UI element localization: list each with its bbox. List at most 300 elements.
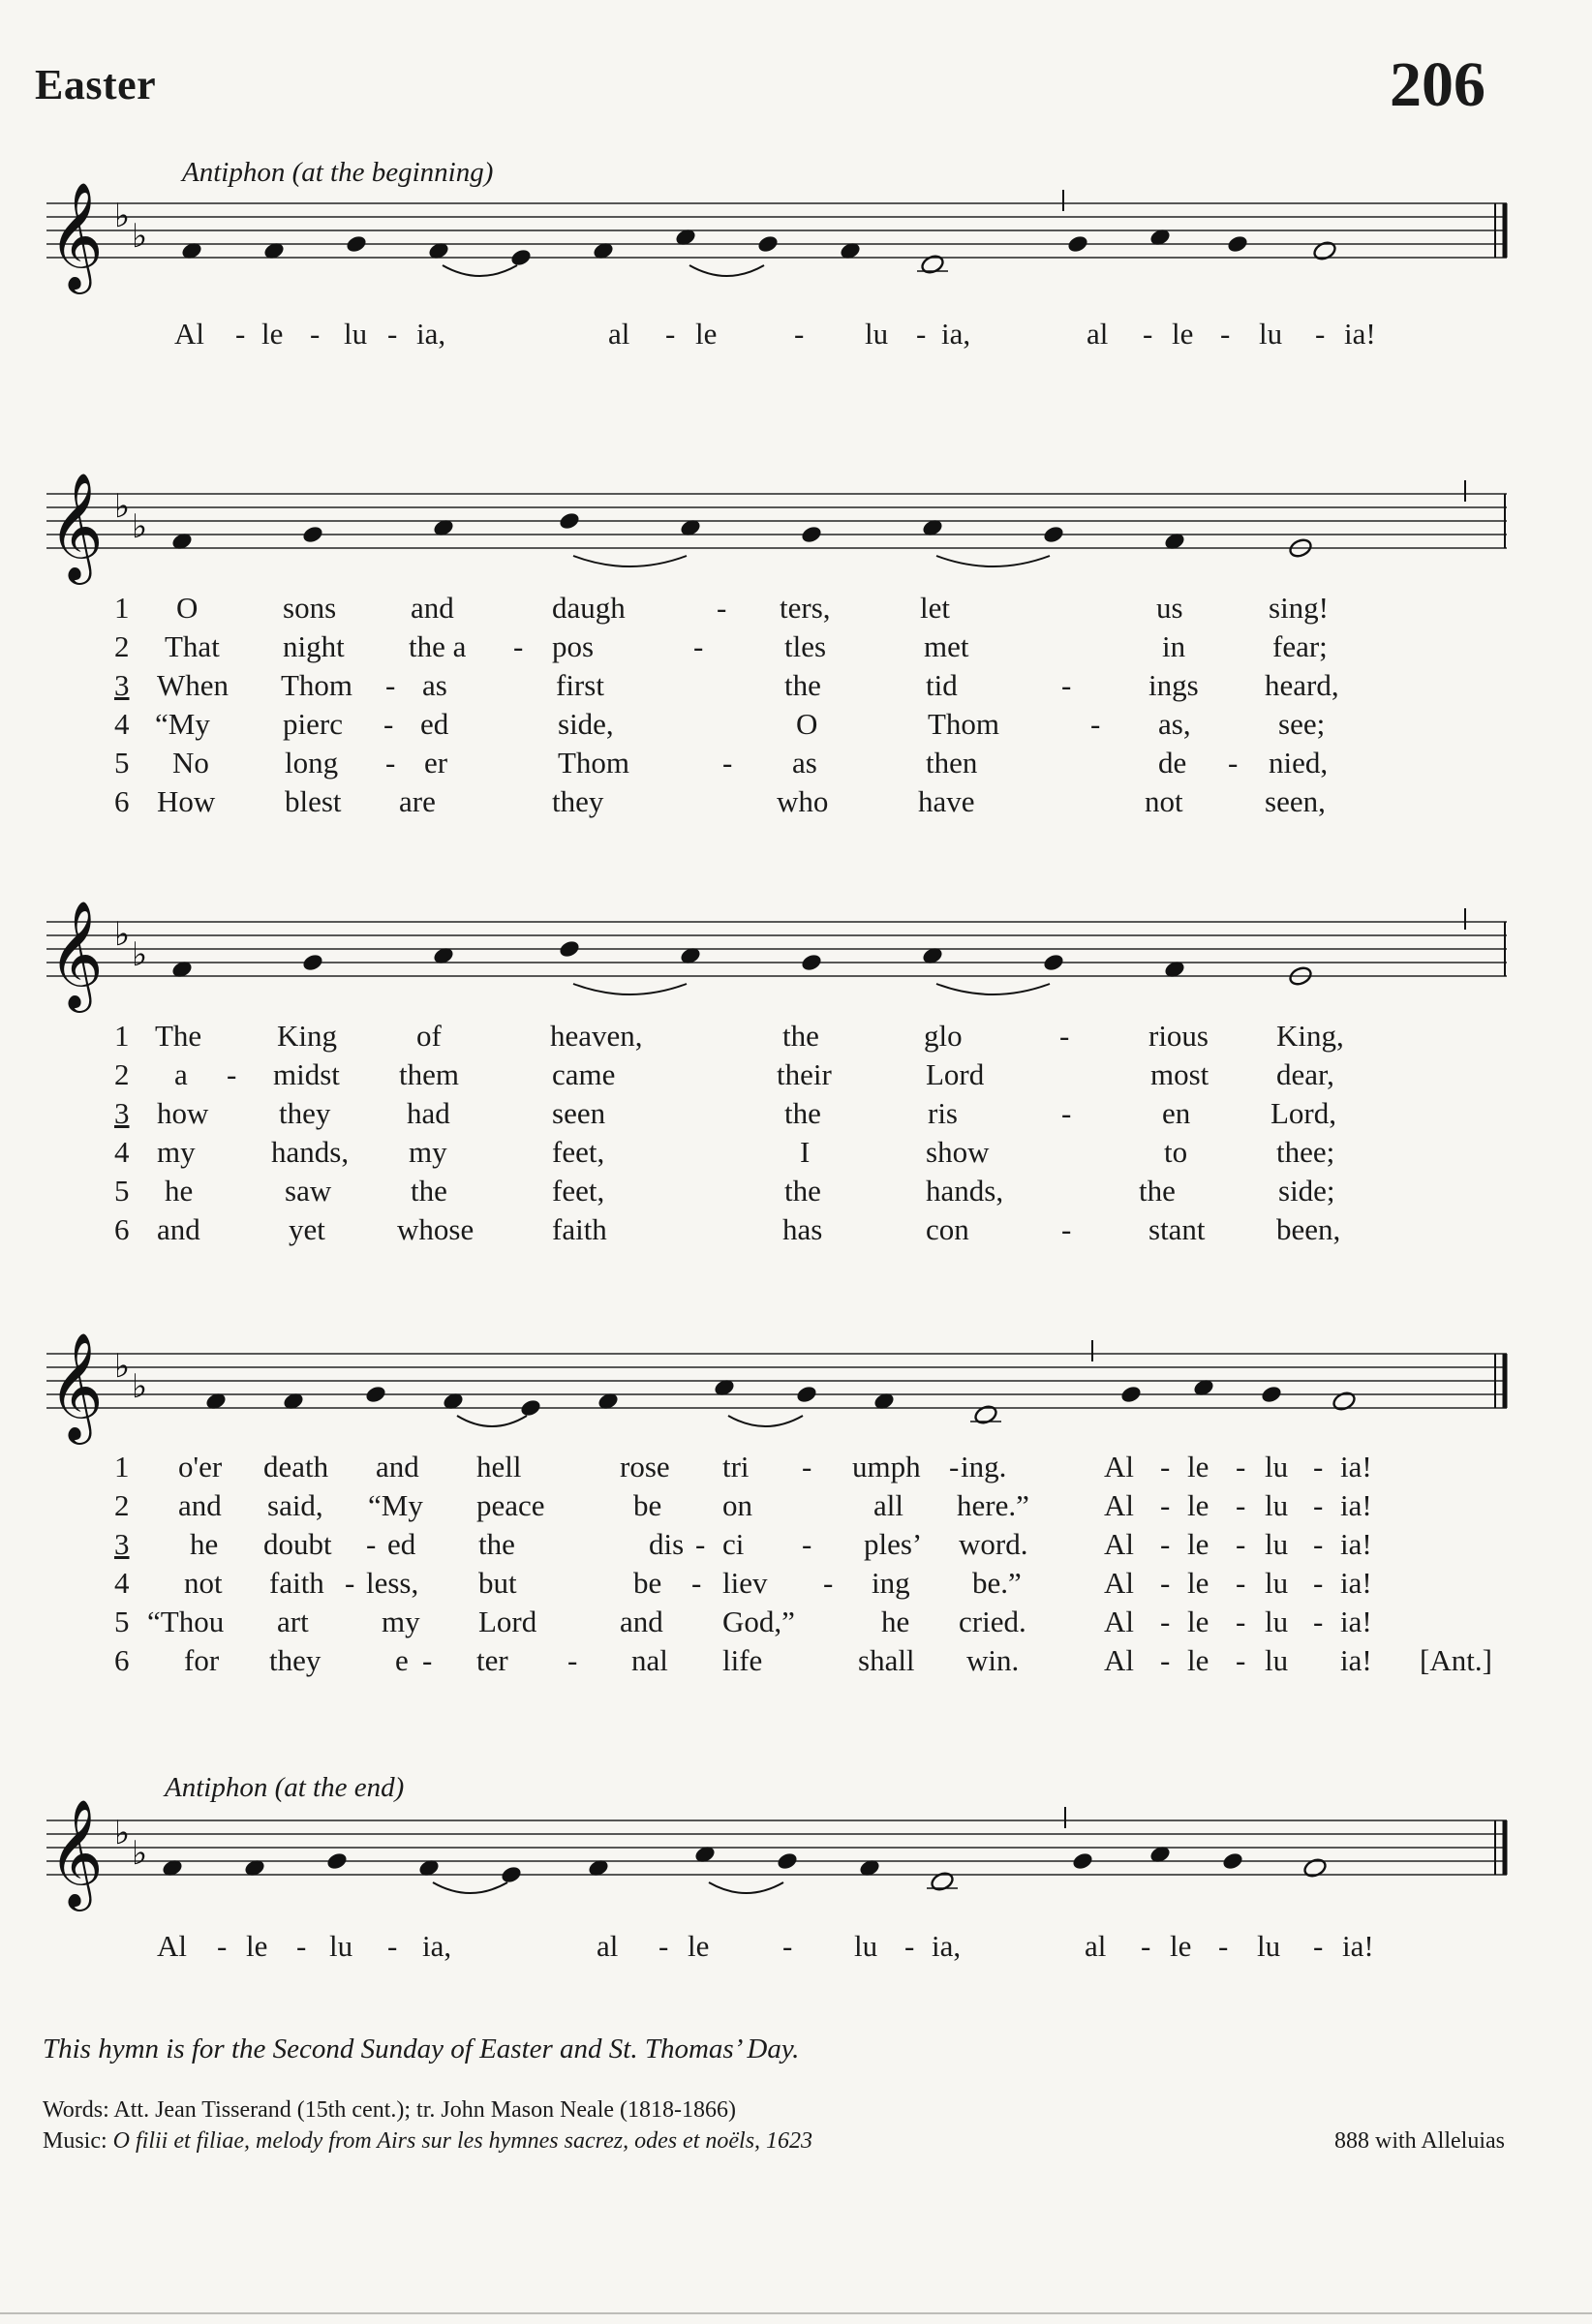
syllable: ia! xyxy=(1340,1450,1372,1483)
slur xyxy=(573,556,687,566)
verse-line xyxy=(0,629,1592,668)
treble-clef-icon: 𝄞 xyxy=(48,900,104,1008)
syllable: - xyxy=(1313,1488,1324,1522)
note-head xyxy=(1042,952,1065,972)
syllable: - xyxy=(1236,1527,1246,1561)
syllable: e xyxy=(395,1643,409,1677)
note-head xyxy=(301,952,324,972)
note-head xyxy=(800,524,823,544)
syllable: are xyxy=(399,784,436,818)
syllable: daugh xyxy=(552,591,626,625)
verse-line xyxy=(0,1019,1592,1057)
syllable: lu xyxy=(1259,317,1283,351)
flat-icon: ♭ xyxy=(114,487,131,526)
syllable: shall xyxy=(858,1643,915,1677)
verse-number: 1 xyxy=(114,591,130,625)
syllable: O xyxy=(796,707,818,741)
verse-number: 3 xyxy=(114,1096,130,1130)
syllable: faith xyxy=(269,1566,324,1600)
syllable: - xyxy=(345,1566,355,1600)
syllable: stant xyxy=(1148,1212,1206,1246)
syllable: Al xyxy=(157,1929,187,1963)
syllable: lu xyxy=(1265,1450,1289,1483)
syllable: they xyxy=(279,1096,331,1130)
note-head xyxy=(364,1384,387,1404)
syllable: God,” xyxy=(722,1605,795,1638)
syllable: I xyxy=(800,1135,811,1169)
syllable: pos xyxy=(552,629,595,663)
syllable: lu xyxy=(1265,1488,1289,1522)
syllable: my xyxy=(382,1605,420,1638)
syllable: de xyxy=(1158,746,1187,780)
verse-line xyxy=(0,1527,1592,1566)
syllable: - xyxy=(665,317,676,351)
verse-line xyxy=(0,1643,1592,1682)
verse-number: 1 xyxy=(114,1019,130,1053)
syllable: of xyxy=(416,1019,442,1053)
syllable: - xyxy=(802,1527,812,1561)
half-note xyxy=(973,1404,998,1426)
syllable: lu xyxy=(1265,1605,1289,1638)
verse-line xyxy=(0,1566,1592,1605)
syllable: - xyxy=(296,1929,307,1963)
syllable: us xyxy=(1156,591,1183,625)
section-title: Easter xyxy=(35,61,157,108)
syllable: who xyxy=(777,784,829,818)
verse-number: 2 xyxy=(114,1057,130,1091)
half-note xyxy=(1312,240,1337,262)
syllable: lu xyxy=(1265,1566,1289,1600)
syllable: le xyxy=(1187,1488,1209,1522)
syllable: Lord, xyxy=(1271,1096,1337,1130)
syllable: - xyxy=(904,1929,915,1963)
syllable: yet xyxy=(289,1212,325,1246)
note-head xyxy=(345,233,368,254)
syllable: - xyxy=(1160,1527,1171,1561)
syllable: and xyxy=(620,1605,663,1638)
syllable: ters, xyxy=(780,591,831,625)
verse-line xyxy=(0,1135,1592,1174)
verse-number: 6 xyxy=(114,1212,130,1246)
syllable: “Thou xyxy=(147,1605,225,1638)
syllable: Thom xyxy=(281,668,353,702)
staff-system-1 xyxy=(46,465,1518,600)
syllable: ed xyxy=(387,1527,416,1561)
syllable: tid xyxy=(926,668,958,702)
syllable: saw xyxy=(285,1174,332,1208)
syllable: le xyxy=(688,1929,710,1963)
syllable: lu xyxy=(1257,1929,1281,1963)
syllable: When xyxy=(157,668,230,702)
syllable: they xyxy=(552,784,604,818)
note-head xyxy=(500,1864,523,1884)
syllable: tles xyxy=(784,629,827,663)
slur xyxy=(433,1882,507,1893)
syllable: - xyxy=(1236,1605,1246,1638)
syllable: rose xyxy=(620,1450,670,1483)
syllable: ia! xyxy=(1340,1527,1372,1561)
syllable: feet, xyxy=(552,1174,605,1208)
note-head xyxy=(1221,1850,1244,1871)
syllable: - xyxy=(1090,707,1101,741)
slur xyxy=(936,984,1050,994)
syllable: al xyxy=(597,1929,619,1963)
syllable: for xyxy=(184,1643,220,1677)
slur xyxy=(689,265,764,276)
verse-number: 3 xyxy=(114,1527,130,1561)
syllable: al xyxy=(1087,317,1109,351)
syllable: - xyxy=(227,1057,237,1091)
syllable: That xyxy=(165,629,220,663)
syllable: The xyxy=(155,1019,202,1053)
syllable: sons xyxy=(283,591,337,625)
verse-line xyxy=(0,1174,1592,1212)
syllable: show xyxy=(926,1135,990,1169)
syllable: life xyxy=(722,1643,763,1677)
syllable: lu xyxy=(1265,1643,1289,1677)
syllable: - xyxy=(217,1929,228,1963)
syllable: le xyxy=(1187,1527,1209,1561)
note-head xyxy=(1226,233,1249,254)
syllable: peace xyxy=(476,1488,545,1522)
syllable: and xyxy=(376,1450,419,1483)
syllable: - xyxy=(794,317,805,351)
syllable: lu xyxy=(329,1929,353,1963)
syllable: as, xyxy=(1158,707,1191,741)
antiphon-begin-lyrics xyxy=(0,317,1592,355)
syllable: - xyxy=(1313,1450,1324,1483)
syllable: “My xyxy=(155,707,210,741)
syllable: le xyxy=(695,317,718,351)
syllable: ia, xyxy=(422,1929,452,1963)
syllable: - xyxy=(1061,1096,1072,1130)
syllable: - xyxy=(567,1643,578,1677)
syllable: in xyxy=(1162,629,1186,663)
antiphon-begin-label: Antiphon (at the beginning) xyxy=(182,157,494,188)
syllable: - xyxy=(1059,1019,1070,1053)
syllable: - xyxy=(235,317,246,351)
syllable: - xyxy=(802,1450,812,1483)
usage-note: This hymn is for the Second Sunday of Easter and St. Thomas’ Day. xyxy=(43,2034,800,2064)
syllable: en xyxy=(1162,1096,1191,1130)
syllable: and xyxy=(178,1488,222,1522)
words-label: Words: xyxy=(43,2097,109,2123)
syllable: the xyxy=(784,1174,821,1208)
flat-icon: ♭ xyxy=(114,915,131,954)
syllable: side; xyxy=(1278,1174,1335,1208)
syllable: Lord xyxy=(926,1057,985,1091)
syllable: - xyxy=(1236,1450,1246,1483)
staff-svg xyxy=(46,465,1518,591)
half-note xyxy=(1332,1391,1357,1413)
syllable: ia! xyxy=(1340,1643,1372,1677)
syllable: cried. xyxy=(959,1605,1026,1638)
syllable: ia, xyxy=(416,317,446,351)
verse-line xyxy=(0,1450,1592,1488)
half-note xyxy=(1302,1857,1328,1880)
verse-line xyxy=(0,591,1592,629)
half-note xyxy=(920,254,945,276)
verse-number: 1 xyxy=(114,1450,130,1483)
syllable: - xyxy=(1236,1488,1246,1522)
syllable: nied, xyxy=(1269,746,1329,780)
staff-antiphon-end xyxy=(46,1791,1518,1927)
syllable: he xyxy=(165,1174,194,1208)
syllable: Al xyxy=(174,317,204,351)
slur xyxy=(728,1416,803,1426)
syllable: ing xyxy=(872,1566,910,1600)
antiphon-end-lyrics xyxy=(0,1929,1592,1968)
verse-line xyxy=(0,707,1592,746)
music-text: O filii et filiae, melody from Airs sur les hymnes sacrez, odes et noëls, 1623 xyxy=(112,2128,813,2154)
note-head xyxy=(301,524,324,544)
syllable: ter xyxy=(476,1643,508,1677)
syllable: ia! xyxy=(1340,1488,1372,1522)
syllable: ia! xyxy=(1344,317,1376,351)
syllable: ia, xyxy=(941,317,971,351)
syllable: fear; xyxy=(1272,629,1328,663)
syllable: Thom xyxy=(558,746,630,780)
staff-svg xyxy=(46,893,1518,1019)
syllable: here.” xyxy=(957,1488,1029,1522)
syllable: tri xyxy=(722,1450,750,1483)
syllable: ia, xyxy=(932,1929,962,1963)
verse-number: 5 xyxy=(114,1174,130,1208)
flat-icon: ♭ xyxy=(132,935,148,974)
syllable: thee; xyxy=(1276,1135,1335,1169)
syllable: not xyxy=(1145,784,1183,818)
verse-line xyxy=(0,746,1592,784)
syllable: al xyxy=(608,317,630,351)
syllable: “My xyxy=(368,1488,423,1522)
note-head xyxy=(795,1384,818,1404)
syllable: Lord xyxy=(478,1605,537,1638)
verse-line xyxy=(0,1212,1592,1251)
staff-svg xyxy=(46,174,1518,300)
syllable: heard, xyxy=(1265,668,1339,702)
syllable: [Ant.] xyxy=(1420,1643,1492,1677)
syllable: - xyxy=(1143,317,1153,351)
syllable: ia! xyxy=(1340,1566,1372,1600)
syllable: - xyxy=(387,1929,398,1963)
syllable: night xyxy=(283,629,345,663)
syllable: - xyxy=(695,1527,706,1561)
syllable: le xyxy=(1172,317,1194,351)
syllable: dis xyxy=(649,1527,685,1561)
syllable: been, xyxy=(1276,1212,1341,1246)
syllable: - xyxy=(1313,1929,1324,1963)
syllable: then xyxy=(926,746,978,780)
music-credit xyxy=(43,2128,812,2155)
syllable: he xyxy=(881,1605,910,1638)
syllable: - xyxy=(823,1566,834,1600)
syllable: Al xyxy=(1104,1566,1134,1600)
syllable: - xyxy=(782,1929,793,1963)
note-head xyxy=(776,1850,799,1871)
syllable: ing. xyxy=(961,1450,1007,1483)
syllable: - xyxy=(658,1929,669,1963)
syllable: - xyxy=(722,746,733,780)
syllable: midst xyxy=(273,1057,340,1091)
staff-antiphon-begin xyxy=(46,174,1518,310)
staff-system-3 xyxy=(46,1325,1518,1460)
syllable: le xyxy=(1170,1929,1192,1963)
syllable: - xyxy=(1061,1212,1072,1246)
syllable: - xyxy=(1061,668,1072,702)
syllable: my xyxy=(157,1135,196,1169)
syllable: win. xyxy=(966,1643,1020,1677)
words-text: Att. Jean Tisserand (15th cent.); tr. John Mason Neale (1818-1866) xyxy=(113,2097,736,2123)
syllable: - xyxy=(422,1643,433,1677)
syllable: - xyxy=(916,317,927,351)
syllable: ples’ xyxy=(864,1527,923,1561)
syllable: - xyxy=(310,317,321,351)
syllable: lu xyxy=(854,1929,878,1963)
verse-number: 5 xyxy=(114,746,130,780)
syllable: but xyxy=(478,1566,517,1600)
syllable: had xyxy=(407,1096,450,1130)
syllable: - xyxy=(691,1566,702,1600)
syllable: - xyxy=(1313,1527,1324,1561)
syllable: the a xyxy=(409,629,467,663)
flat-icon: ♭ xyxy=(132,507,148,546)
verse-line xyxy=(0,1096,1592,1135)
staff-system-2 xyxy=(46,893,1518,1028)
syllable: ia! xyxy=(1342,1929,1374,1963)
syllable: to xyxy=(1164,1135,1188,1169)
syllable: - xyxy=(387,317,398,351)
syllable: met xyxy=(924,629,969,663)
slur xyxy=(443,265,517,276)
hymn-number: 206 xyxy=(1390,49,1485,120)
syllable: liev xyxy=(722,1566,768,1600)
syllable: be xyxy=(633,1488,662,1522)
syllable: Al xyxy=(1104,1527,1134,1561)
staff-svg xyxy=(46,1325,1518,1451)
verse-number: 2 xyxy=(114,629,130,663)
syllable: umph xyxy=(852,1450,921,1483)
syllable: - xyxy=(1228,746,1239,780)
syllable: - xyxy=(1160,1566,1171,1600)
syllable: the xyxy=(478,1527,515,1561)
syllable: Thom xyxy=(928,707,1000,741)
flat-icon: ♭ xyxy=(132,1367,148,1406)
note-head xyxy=(509,247,533,267)
treble-clef-icon: 𝄞 xyxy=(48,1798,104,1907)
syllable: ci xyxy=(722,1527,745,1561)
syllable: word. xyxy=(959,1527,1028,1561)
slur xyxy=(936,556,1050,566)
syllable: le xyxy=(1187,1605,1209,1638)
syllable: long xyxy=(285,746,339,780)
syllable: le xyxy=(246,1929,268,1963)
syllable: King, xyxy=(1276,1019,1344,1053)
syllable: King xyxy=(277,1019,337,1053)
syllable: - xyxy=(383,707,394,741)
syllable: doubt xyxy=(263,1527,332,1561)
syllable: glo xyxy=(924,1019,963,1053)
flat-icon: ♭ xyxy=(132,217,148,256)
note-head xyxy=(1071,1850,1094,1871)
syllable: dear, xyxy=(1276,1057,1334,1091)
syllable: less, xyxy=(366,1566,419,1600)
syllable: has xyxy=(782,1212,823,1246)
syllable: lu xyxy=(865,317,889,351)
syllable: - xyxy=(1315,317,1326,351)
verse-number: 4 xyxy=(114,1566,130,1600)
syllable: - xyxy=(1218,1929,1229,1963)
syllable: No xyxy=(172,746,209,780)
syllable: - xyxy=(385,746,396,780)
syllable: side, xyxy=(558,707,614,741)
slur xyxy=(573,984,687,994)
syllable: the xyxy=(411,1174,447,1208)
syllable: con xyxy=(926,1212,969,1246)
words-credit xyxy=(43,2097,736,2124)
syllable: on xyxy=(722,1488,752,1522)
note-head xyxy=(325,1850,349,1871)
syllable: ia! xyxy=(1340,1605,1372,1638)
syllable: le xyxy=(1187,1450,1209,1483)
syllable: le xyxy=(1187,1643,1209,1677)
verse-line xyxy=(0,668,1592,707)
syllable: ris xyxy=(928,1096,958,1130)
syllable: first xyxy=(556,668,604,702)
syllable: - xyxy=(1313,1605,1324,1638)
syllable: Al xyxy=(1104,1488,1134,1522)
syllable: how xyxy=(157,1096,209,1130)
syllable: Al xyxy=(1104,1450,1134,1483)
note-head xyxy=(519,1397,542,1418)
half-note xyxy=(930,1871,955,1893)
syllable: he xyxy=(190,1527,219,1561)
syllable: le xyxy=(261,317,284,351)
syllable: not xyxy=(184,1566,223,1600)
syllable: seen, xyxy=(1265,784,1326,818)
syllable: er xyxy=(424,746,448,780)
syllable: Al xyxy=(1104,1643,1134,1677)
syllable: - xyxy=(1160,1488,1171,1522)
syllable: hell xyxy=(476,1450,522,1483)
syllable: seen xyxy=(552,1096,606,1130)
syllable: their xyxy=(777,1057,832,1091)
flat-icon: ♭ xyxy=(114,1814,131,1852)
syllable: hands, xyxy=(926,1174,1004,1208)
note-head xyxy=(1119,1384,1143,1404)
note-head xyxy=(558,510,581,531)
syllable: rious xyxy=(1148,1019,1209,1053)
treble-clef-icon: 𝄞 xyxy=(48,472,104,580)
verse-number: 4 xyxy=(114,707,130,741)
syllable: see; xyxy=(1278,707,1326,741)
syllable: Al xyxy=(1104,1605,1134,1638)
syllable: o'er xyxy=(178,1450,223,1483)
syllable: the xyxy=(784,668,821,702)
flat-icon: ♭ xyxy=(132,1834,148,1873)
syllable: faith xyxy=(552,1212,607,1246)
syllable: the xyxy=(782,1019,819,1053)
syllable: them xyxy=(399,1057,459,1091)
treble-clef-icon: 𝄞 xyxy=(48,1331,104,1440)
syllable: lu xyxy=(344,317,368,351)
syllable: - xyxy=(1160,1643,1171,1677)
verse-number: 3 xyxy=(114,668,130,702)
syllable: - xyxy=(949,1450,960,1483)
syllable: lu xyxy=(1265,1527,1289,1561)
syllable: my xyxy=(409,1135,447,1169)
syllable: as xyxy=(792,746,817,780)
syllable: - xyxy=(1236,1643,1246,1677)
